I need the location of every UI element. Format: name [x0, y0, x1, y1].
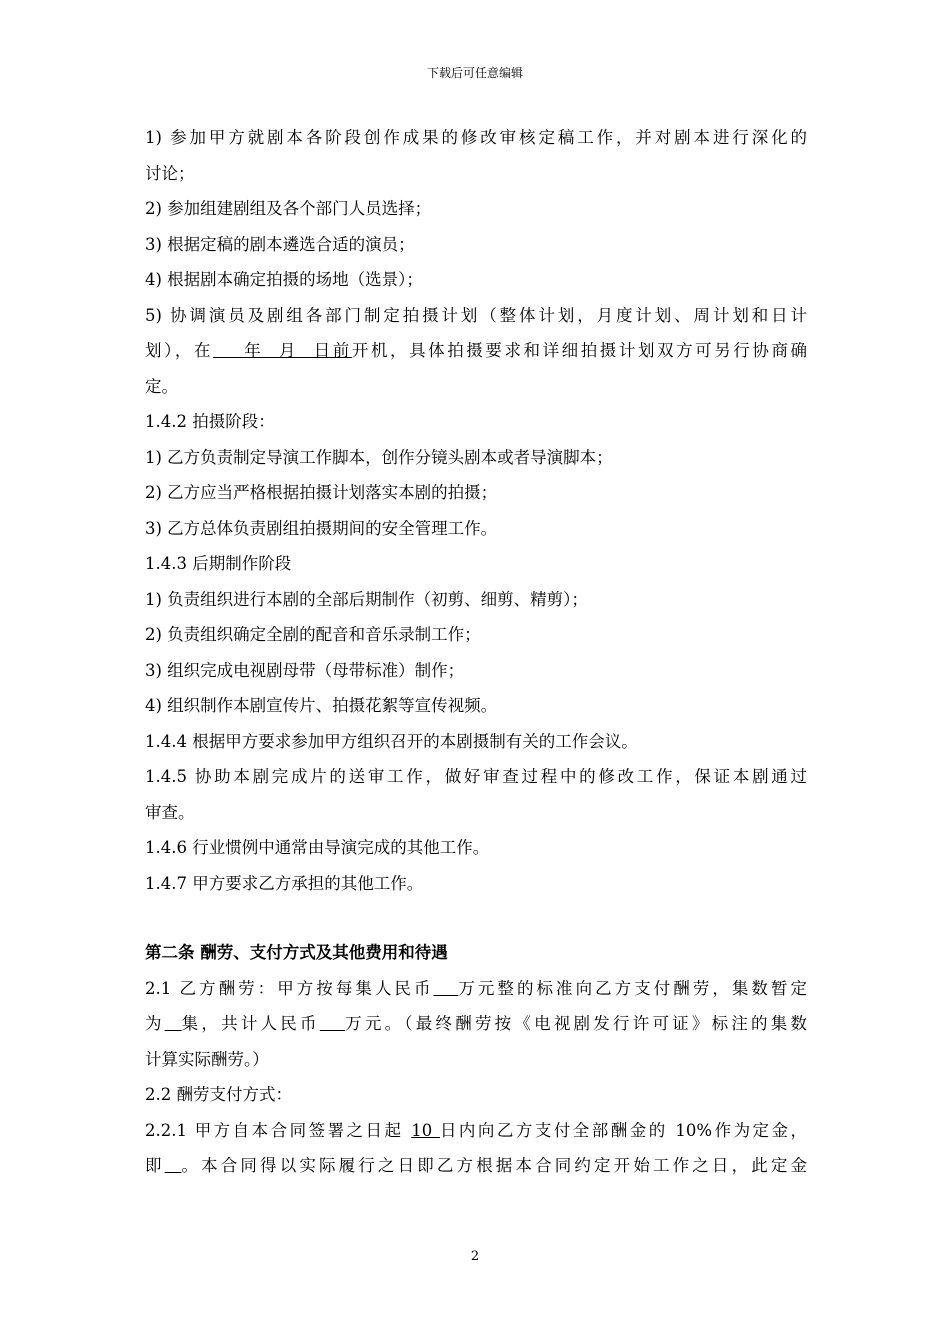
- clause-line: 1.4.6 行业惯例中通常由导演完成的其他工作。: [145, 838, 490, 857]
- clause-line: [145, 1006, 807, 1042]
- list-item: 2) 乙方应当严格根据拍摄计划落实本剧的拍摄；: [145, 483, 498, 502]
- date-blank: 年 月 日前: [213, 341, 352, 360]
- page-header: 下载后可任意编辑: [426, 66, 523, 80]
- text-run: 开机，具体拍摄要求和详细拍摄计划双方可另行协商确: [351, 341, 807, 360]
- list-item: 2) 负责组织确定全剧的配音和音乐录制工作；: [145, 625, 481, 644]
- amount-blank: [434, 979, 459, 998]
- text-run: 即: [145, 1156, 165, 1175]
- document-body: [145, 120, 807, 1184]
- episodes-blank: [165, 1014, 182, 1033]
- clause-line: 1.4.7 甲方要求乙方承担的其他工作。: [145, 873, 424, 893]
- clause-line: 审查。: [145, 802, 195, 822]
- paragraph-line: 1) 参加甲方就剧本各阶段创作成果的修改审核定稿工作，并对剧本进行深化的: [145, 128, 807, 147]
- text-run: 2.1 乙方酬劳：甲方按每集人民币: [145, 978, 434, 998]
- text-run: 为: [145, 1014, 165, 1033]
- text-run: 。本合同得以实际履行之日即乙方根据本合同约定开始工作之日，此定金: [181, 1156, 807, 1175]
- paragraph-line: 讨论；: [145, 163, 195, 183]
- paragraph-gap: [145, 901, 807, 935]
- section-label: 1.4.2 拍摄阶段：: [145, 412, 275, 431]
- clause-line: 2.2 酬劳支付方式：: [145, 1085, 292, 1104]
- clause-line: [145, 1113, 807, 1149]
- clause-line: 计算实际酬劳。）: [145, 1049, 269, 1069]
- text-run: 万元。（最终酬劳按《电视剧发行许可证》标注的集数: [345, 1014, 807, 1033]
- deposit-blank: [165, 1156, 182, 1175]
- section-label: 1.4.3 后期制作阶段: [145, 554, 292, 573]
- paragraph-line: [145, 333, 807, 369]
- text-run: 划），在: [145, 341, 214, 360]
- clause-line: [145, 1148, 807, 1184]
- paragraph-line: 定。: [145, 376, 178, 396]
- list-item: 3) 组织完成电视剧母带（母带标准）制作；: [145, 660, 465, 680]
- list-item: 3) 根据定稿的剧本遴选合适的演员；: [145, 234, 415, 254]
- page-number: 2: [470, 1249, 480, 1264]
- list-item: 4) 根据剧本确定拍摄的场地（选景）；: [145, 270, 423, 289]
- list-item: 2) 参加组建剧组及各个部门人员选择；: [145, 199, 432, 218]
- list-item: 1) 负责组织进行本剧的全部后期制作（初剪、细剪、精剪）；: [145, 589, 588, 609]
- list-item: 3) 乙方总体负责剧组拍摄期间的安全管理工作。: [145, 518, 498, 538]
- text-run: 集，共计人民币: [181, 1014, 320, 1033]
- list-item: 1) 乙方负责制定导演工作脚本，创作分镜头剧本或者导演脚本；: [145, 447, 613, 467]
- list-item: 4) 组织制作本剧宣传片、拍摄花絮等宣传视频。: [145, 696, 498, 715]
- days-value: 10: [411, 1120, 440, 1140]
- text-run: 日内向乙方支付全部酬金的 10%作为定金，: [439, 1120, 807, 1140]
- text-run: 2.2.1 甲方自本合同签署之日起: [145, 1120, 412, 1140]
- clause-line: [145, 971, 807, 1007]
- total-amount-blank: [320, 1014, 345, 1033]
- paragraph-line: 5) 协调演员及剧组各部门制定拍摄计划（整体计划，月度计划、周计划和日计: [145, 305, 807, 325]
- text-run: 万元整的标准向乙方支付酬劳，集数暂定: [458, 978, 807, 998]
- clause-line: 1.4.4 根据甲方要求参加甲方组织召开的本剧摄制有关的工作会议。: [145, 731, 638, 751]
- clause-line: 1.4.5 协助本剧完成片的送审工作，做好审查过程中的修改工作，保证本剧通过: [145, 767, 807, 786]
- article-heading: 第二条 酬劳、支付方式及其他费用和待遇: [145, 943, 448, 962]
